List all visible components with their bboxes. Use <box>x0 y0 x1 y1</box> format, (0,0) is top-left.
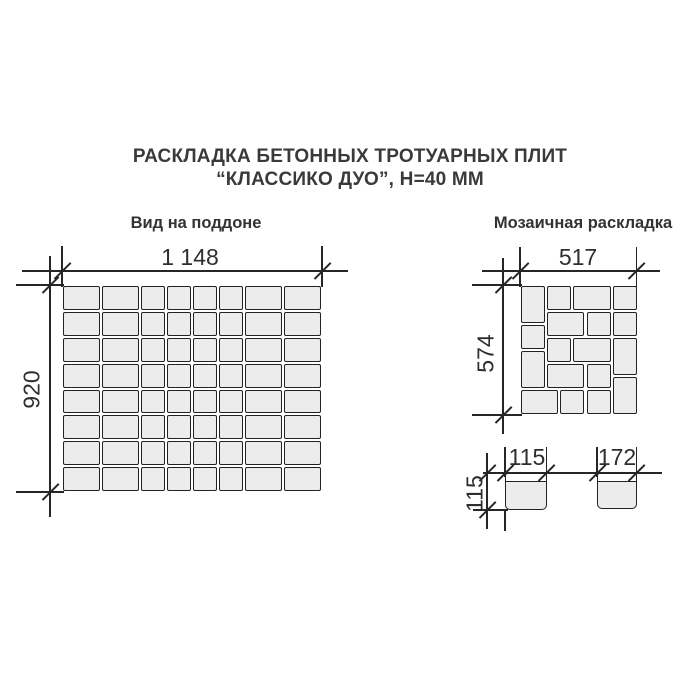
pallet-cell <box>63 390 100 414</box>
pallet-height-value: 920 <box>18 370 45 409</box>
pallet-cell <box>141 286 165 310</box>
mosaic-tile <box>521 390 558 414</box>
pallet-cell <box>102 364 139 388</box>
pallet-cell <box>193 441 217 465</box>
pallet-left-dim-line <box>49 256 51 517</box>
pallet-cell <box>167 415 191 439</box>
pallet-cell <box>63 467 100 491</box>
pallet-cell <box>245 286 282 310</box>
pallet-cell <box>245 415 282 439</box>
pallet-cell <box>141 312 165 336</box>
pallet-cell <box>167 441 191 465</box>
mosaic-tile <box>547 312 584 336</box>
pallet-cell <box>63 338 100 362</box>
pallet-cell <box>284 364 321 388</box>
pallet-cell <box>141 441 165 465</box>
mosaic-view-header: Мозаичная раскладка <box>493 214 673 232</box>
mosaic-left-ext-bottom <box>472 414 522 416</box>
pallet-cell <box>245 364 282 388</box>
pallet-cell <box>245 312 282 336</box>
pallet-cell <box>219 312 243 336</box>
pallet-cell <box>193 390 217 414</box>
mosaic-tile <box>547 338 571 362</box>
pallet-view-header: Вид на поддоне <box>130 214 262 232</box>
pallet-cell <box>141 364 165 388</box>
pallet-cell <box>284 286 321 310</box>
pallet-grid <box>62 285 322 492</box>
pallet-cell <box>167 312 191 336</box>
pallet-cell <box>167 286 191 310</box>
pallet-cell <box>219 338 243 362</box>
square-height-value: 115 <box>461 475 488 512</box>
pallet-cell <box>63 441 100 465</box>
pallet-cell <box>219 415 243 439</box>
mosaic-tile <box>560 390 584 414</box>
pallet-cell <box>63 364 100 388</box>
pallet-cell <box>245 467 282 491</box>
pallet-cell <box>102 415 139 439</box>
mosaic-tile <box>613 312 637 336</box>
pallet-cell <box>284 338 321 362</box>
pallet-cell <box>284 467 321 491</box>
pallet-cell <box>284 390 321 414</box>
pallet-cell <box>193 364 217 388</box>
mosaic-left-ext-top <box>472 284 522 286</box>
pallet-cell <box>141 338 165 362</box>
mosaic-height-value: 574 <box>472 334 499 373</box>
pallet-width-value: 1 148 <box>161 244 219 270</box>
pallet-cell <box>102 312 139 336</box>
pallet-cell <box>167 364 191 388</box>
mosaic-tile <box>521 351 545 388</box>
pallet-cell <box>167 467 191 491</box>
pallet-top-ext-right <box>321 246 323 287</box>
pallet-cell <box>219 390 243 414</box>
pallet-cell <box>141 467 165 491</box>
pallet-cell <box>245 338 282 362</box>
pallet-cell <box>219 364 243 388</box>
mosaic-tile <box>521 325 545 349</box>
pallet-cell <box>284 312 321 336</box>
pallet-cell <box>193 338 217 362</box>
pallet-cell <box>219 441 243 465</box>
pallet-cell <box>141 415 165 439</box>
square-ext-down <box>504 509 506 531</box>
mosaic-tile <box>613 286 637 310</box>
mosaic-tile <box>573 338 610 362</box>
mosaic-width-value: 517 <box>558 244 598 270</box>
pallet-cell <box>219 467 243 491</box>
pallet-cell <box>102 286 139 310</box>
pallet-cell <box>167 338 191 362</box>
pallet-cell <box>102 390 139 414</box>
pallet-top-ext-left <box>61 246 63 287</box>
pallet-cell <box>63 286 100 310</box>
pallet-cell <box>102 441 139 465</box>
mosaic-tile <box>587 390 611 414</box>
pallet-left-ext-bottom <box>16 491 64 493</box>
mosaic-tile <box>587 364 611 388</box>
rect-width-value: 172 <box>597 444 637 470</box>
pallet-left-ext-top <box>16 284 64 286</box>
pallet-cell <box>284 441 321 465</box>
pallet-cell <box>141 390 165 414</box>
pallet-cell <box>102 467 139 491</box>
mosaic-tile <box>521 286 545 323</box>
mosaic-tile <box>573 286 610 310</box>
mosaic-grid <box>520 285 638 415</box>
pallet-cell <box>193 312 217 336</box>
page-title-line2: “КЛАССИКО ДУО”, Н=40 ММ <box>216 169 484 190</box>
mosaic-tile <box>547 286 571 310</box>
pallet-cell <box>63 415 100 439</box>
pallet-cell <box>63 312 100 336</box>
pallet-cell <box>245 441 282 465</box>
mosaic-tile <box>613 377 637 414</box>
mosaic-tile <box>613 338 637 375</box>
square-width-value: 115 <box>508 444 546 470</box>
pallet-cell <box>193 467 217 491</box>
mosaic-tile <box>587 312 611 336</box>
pallet-cell <box>284 415 321 439</box>
page-title-line1: РАСКЛАДКА БЕТОННЫХ ТРОТУАРНЫХ ПЛИТ <box>132 146 568 167</box>
pallet-cell <box>167 390 191 414</box>
mosaic-tile <box>547 364 584 388</box>
pallet-cell <box>102 338 139 362</box>
pallet-cell <box>245 390 282 414</box>
pallet-cell <box>219 286 243 310</box>
pallet-cell <box>193 415 217 439</box>
pallet-cell <box>193 286 217 310</box>
